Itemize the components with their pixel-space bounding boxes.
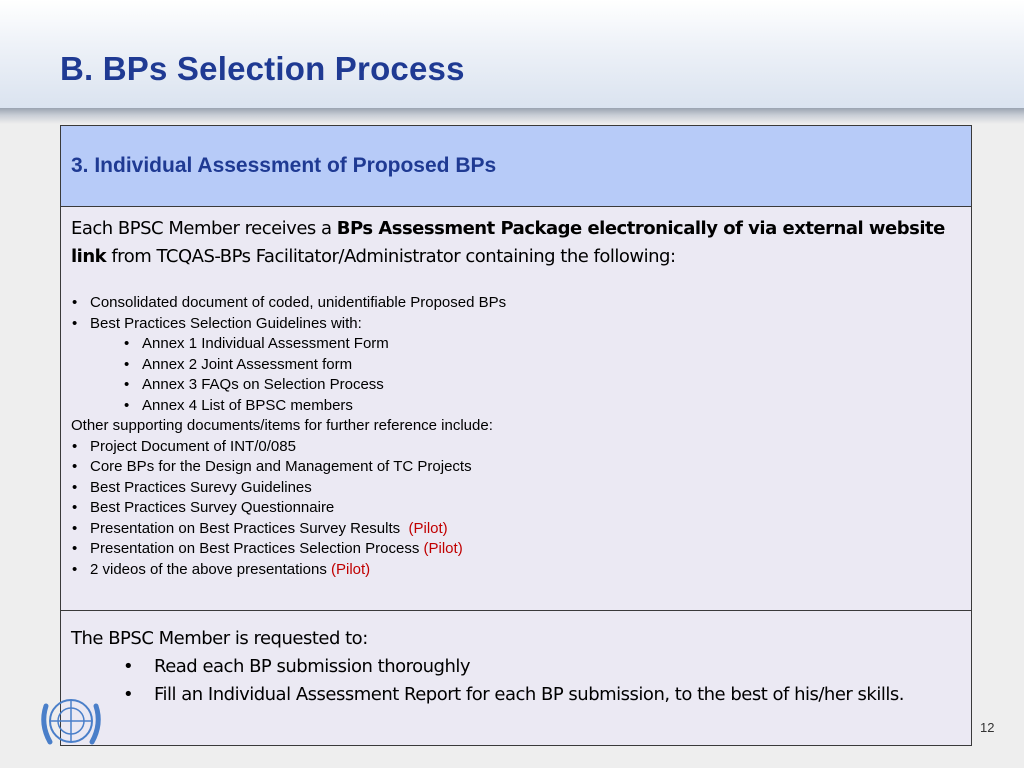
list-item <box>71 478 961 499</box>
slide-title: B. BPs Selection Process <box>60 50 465 87</box>
list-item <box>71 437 961 458</box>
doc-text: Presentation on Best Practices Selection Process <box>90 540 424 557</box>
package-list <box>71 293 961 334</box>
doc-text: Presentation on Best Practices Survey Results <box>90 519 409 537</box>
list-item <box>71 560 961 581</box>
intro-bold-text: BPs Assessment Package electronically of via external website link <box>71 218 945 267</box>
doc-text: Best Practices Survey Questionnaire <box>90 499 335 516</box>
package-intro <box>71 215 961 271</box>
pilot-tag: (Pilot) <box>408 519 448 537</box>
content-table <box>60 125 972 746</box>
other-docs-list <box>71 437 961 581</box>
list-item <box>71 457 961 478</box>
list-item: • Annex 2 Joint Assessment form <box>71 355 961 376</box>
doc-text: Project Document of INT/0/085 <box>90 437 296 455</box>
list-item <box>71 539 961 560</box>
list-item <box>71 498 961 519</box>
pilot-tag: (Pilot) <box>423 540 463 557</box>
pilot-tag: (Pilot) <box>331 560 371 578</box>
other-docs-heading: Other supporting documents/items for further reference include: <box>71 417 493 434</box>
list-item: • Best Practices Selection Guidelines with: <box>71 314 961 335</box>
list-item: • Consolidated document of coded, unidentifiable Proposed BPs <box>71 293 961 314</box>
footer-list <box>71 653 961 709</box>
footer-intro: The BPSC Member is requested to: <box>71 628 368 649</box>
annex-list <box>71 334 961 416</box>
list-item: • Annex 3 FAQs on Selection Process <box>71 375 961 396</box>
list-item: • Annex 1 Individual Assessment Form <box>71 334 961 355</box>
doc-text: Best Practices Surevy Guidelines <box>90 478 312 496</box>
list-item <box>71 519 961 540</box>
spacer <box>71 271 961 293</box>
intro-text-1: Each BPSC Member receives a <box>71 218 337 239</box>
intro-text-2: from TCQAS-BPs Facilitator/Administrator containing the following: <box>106 246 676 267</box>
table-body-row <box>61 207 971 611</box>
un-emblem-logo-icon <box>36 686 106 756</box>
list-item: • Fill an Individual Assessment Report for each BP submission, to the best of his/her skills. <box>71 681 961 709</box>
header-shadow <box>0 108 1024 124</box>
list-item: • Read each BP submission thoroughly <box>71 653 961 681</box>
table-header-row <box>61 126 971 207</box>
list-item: • Annex 4 List of BPSC members <box>71 396 961 417</box>
table-header-title: 3. Individual Assessment of Proposed BPs <box>71 154 497 177</box>
doc-text: Core BPs for the Design and Management of TC Projects <box>90 458 472 475</box>
doc-text: 2 videos of the above presentations <box>90 560 331 578</box>
page-number: 12 <box>980 720 995 735</box>
table-footer-row <box>61 611 971 745</box>
